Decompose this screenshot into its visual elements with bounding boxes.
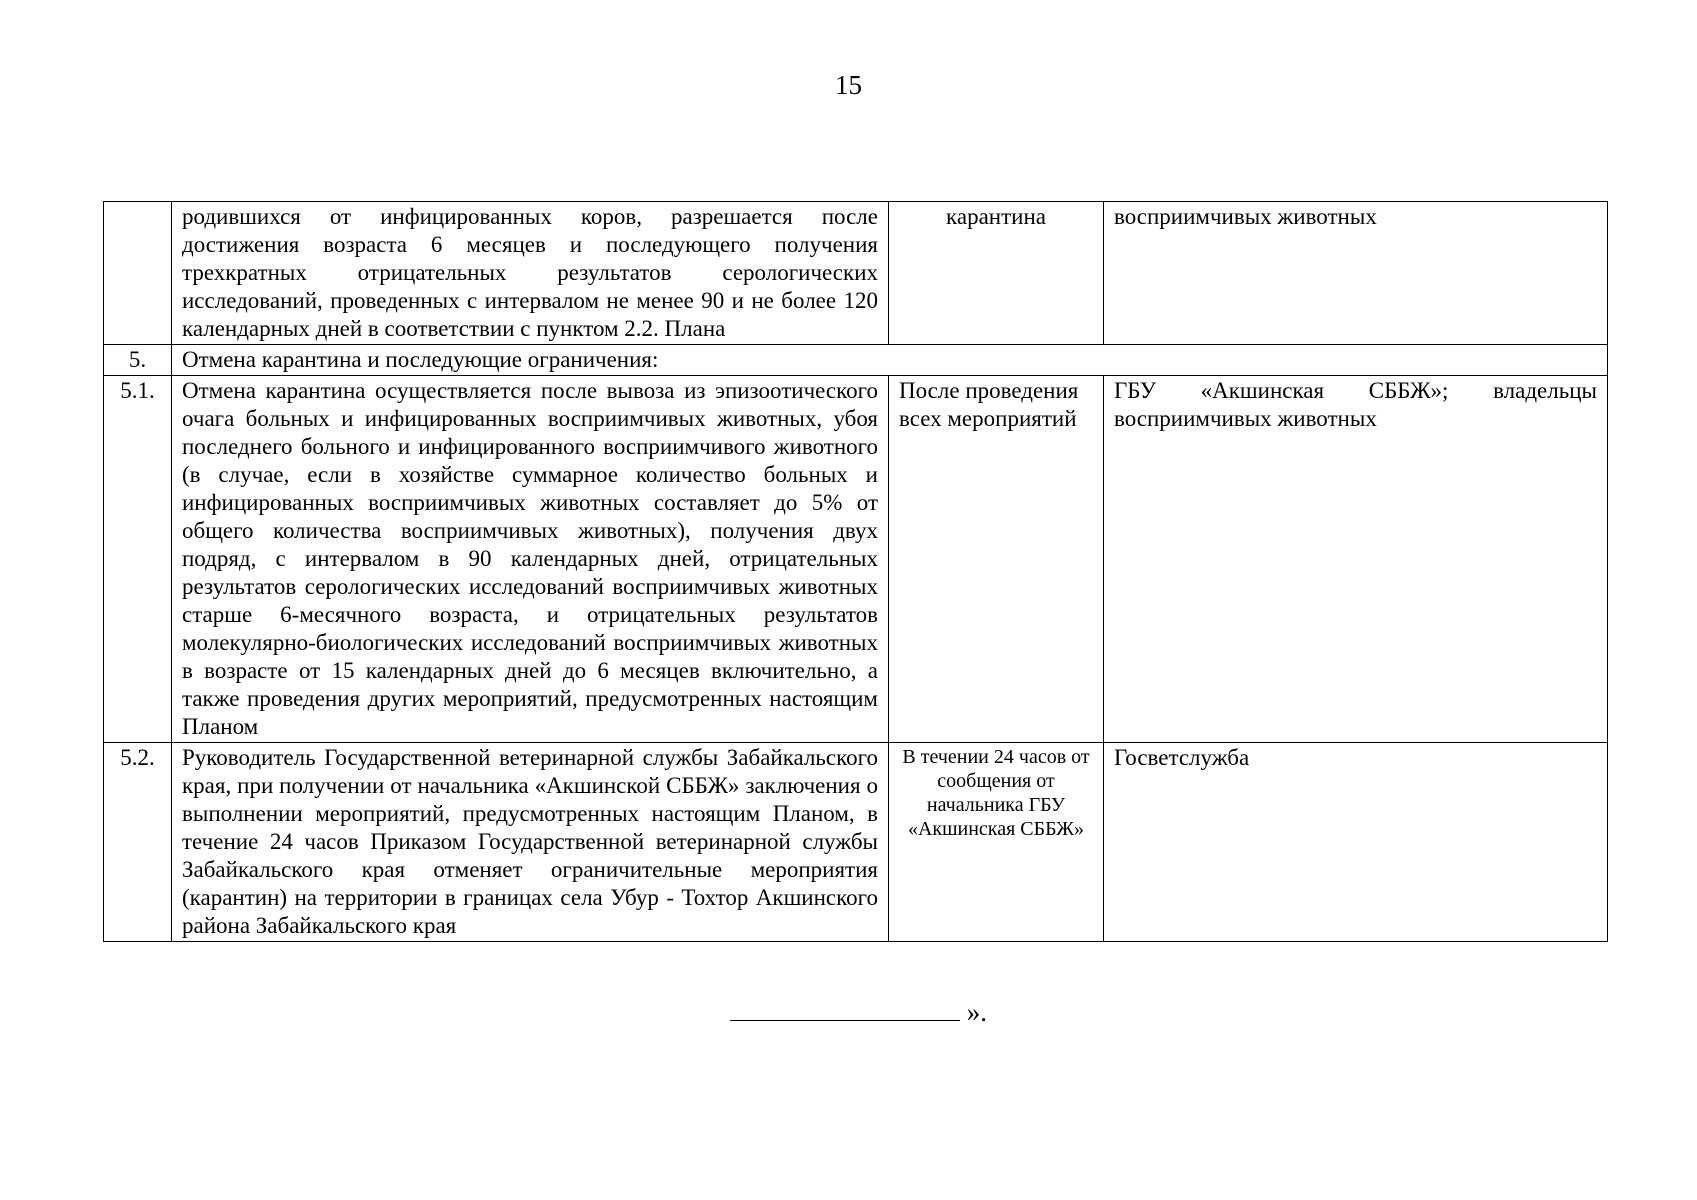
measure-term: После проведения всех мероприятий [889, 376, 1104, 743]
row-number: 5.2. [104, 743, 172, 942]
measure-description: Руководитель Государственной ветеринарной службы Забайкальского края, при получении от начальника «Акшинской СББЖ» заключения о выполнении мероприятий, предусмотренных настоящим Планом, в течение 24 часов Приказом Государственной ветеринарной службы Забайкальского края отменяет ограничительные мероприятия (карантин) на территории в границах села Убур - Тохтор Акшинского района Забайкальского края [172, 743, 889, 942]
measure-description: родившихся от инфицированных коров, разрешается после достижения возраста 6 месяцев и последующего получения трехкратных отрицательных результатов серологических исследований, проведенных с интервалом не менее 90 и не более 120 календарных дней в соответствии с пунктом 2.2. Плана [172, 202, 889, 345]
measure-description: Отмена карантина осуществляется после вывоза из эпизоотического очага больных и инфицированных восприимчивых животных, убоя последнего больного и инфицированного восприимчивого животного (в случае, если в хозяйстве суммарное количество больных и инфицированных восприимчивых животных составляет до 5% от общего количества восприимчивых животных), получения двух подряд, с интервалом в 90 календарных дней, отрицательных результатов серологических исследований восприимчивых животных старше 6-месячного возраста, и отрицательных результатов молекулярно-биологических исследований восприимчивых животных в возрасте от 15 календарных дней до 6 месяцев включительно, а также проведения других мероприятий, предусмотренных настоящим Планом [172, 376, 889, 743]
table-row [104, 345, 1608, 376]
row-number: 5. [104, 345, 172, 376]
measure-responsible: ГБУ «Акшинская СББЖ»; владельцы восприимчивых животных [1104, 376, 1608, 743]
measure-responsible: восприимчивых животных [1104, 202, 1608, 345]
row-number [104, 202, 172, 345]
table-row [104, 743, 1608, 942]
closing-quote: ». [966, 997, 987, 1027]
document-end-mark [730, 994, 987, 1027]
plan-table [103, 201, 1608, 942]
page-number: 15 [835, 70, 862, 100]
row-number: 5.1. [104, 376, 172, 743]
measure-responsible: Госветслужба [1104, 743, 1608, 942]
end-line [730, 994, 960, 1021]
table-row [104, 376, 1608, 743]
table-row [104, 202, 1608, 345]
measure-term: карантина [889, 202, 1104, 345]
section-heading: Отмена карантина и последующие ограничения: [172, 345, 1608, 376]
measure-term: В течении 24 часов от сообщения от начальника ГБУ «Акшинская СББЖ» [889, 743, 1104, 942]
